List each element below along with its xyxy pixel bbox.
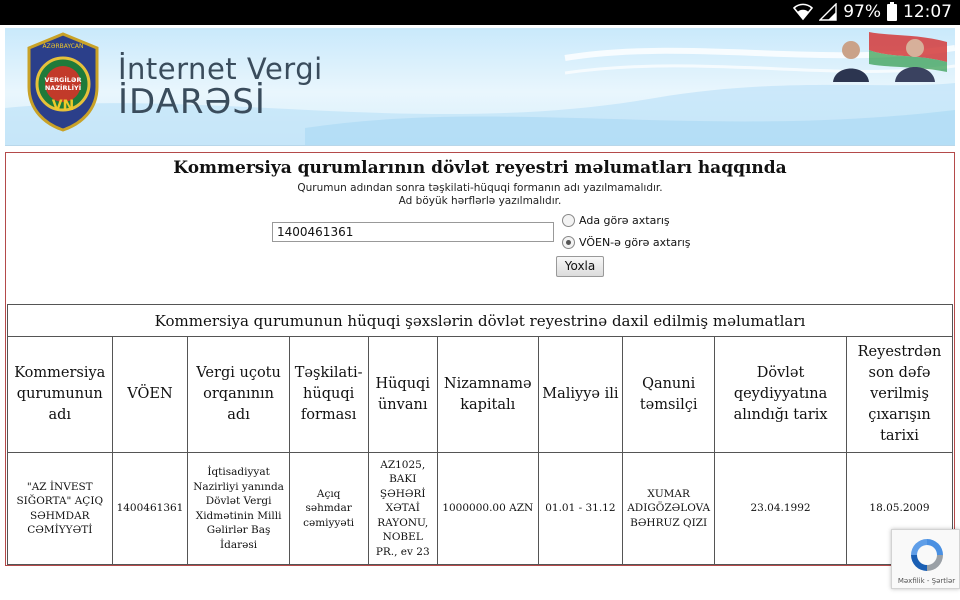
col-header-legal-form: Təşkilati-hüquqi forması	[289, 337, 368, 453]
logo-text-top: AZƏRBAYCAN	[42, 43, 84, 50]
radio-search-by-name[interactable]	[562, 214, 670, 227]
registry-search-panel	[5, 152, 955, 566]
col-header-charter-capital: Nizamnamə kapitalı	[437, 337, 538, 453]
cell-legal-address: AZ1025, BAKI ŞƏHƏRİ XƏTAİ RAYONU, NOBEL PR., ev 23	[368, 453, 437, 565]
site-title-line2: İDARƏSİ	[118, 82, 266, 122]
ministry-logo	[23, 32, 103, 132]
wifi-icon	[793, 3, 813, 21]
recaptcha-links[interactable]: Məxfilik - Şərtlər	[897, 577, 956, 585]
col-header-registration-date: Dövlət qeydiyyatına alındığı tarix	[715, 337, 847, 453]
cell-voen: 1400461361	[112, 453, 188, 565]
cell-fiscal-year: 01.01 - 31.12	[538, 453, 623, 565]
instruction-note-2: Ad böyük hərflərlə yazılmalıdır.	[398, 195, 562, 207]
results-caption: Kommersiya qurumunun hüquqi şəxslərin dövlət reyestrinə daxil edilmiş məlumatları	[8, 305, 953, 337]
cell-legal-form: Açıq səhmdar cəmiyyəti	[289, 453, 368, 565]
recaptcha-icon	[908, 536, 946, 574]
col-header-representative: Qanuni təmsilçi	[623, 337, 715, 453]
logo-text-line1: VERGİLƏR	[44, 76, 82, 84]
col-header-tax-authority: Vergi uçotu orqanının adı	[188, 337, 289, 453]
col-header-company-name: Kommersiya qurumunun adı	[8, 337, 113, 453]
signal-icon	[819, 3, 837, 21]
instruction-note-1: Qurumun adından sonra təşkilati-hüquqi formanın adı yazılmamalıdır.	[297, 182, 663, 194]
col-header-fiscal-year: Maliyyə ili	[538, 337, 623, 453]
col-header-legal-address: Hüquqi ünvanı	[368, 337, 437, 453]
logo-text-line2: NAZİRLİYİ	[44, 84, 82, 92]
radio-name-label: Ada görə axtarış	[579, 214, 670, 227]
cell-last-extract-date: 18.05.2009	[846, 453, 952, 565]
cell-charter-capital: 1000000.00 AZN	[437, 453, 538, 565]
cell-representative: XUMAR ADIGÖZƏLOVA BƏHRUZ QIZI	[623, 453, 715, 565]
page-title: Kommersiya qurumlarının dövlət reyestri məlumatları haqqında	[173, 158, 787, 178]
battery-percent: 97%	[843, 2, 881, 22]
check-button[interactable]: Yoxla	[556, 256, 604, 277]
status-icons	[793, 2, 952, 22]
site-title-line1: İnternet Vergi	[118, 52, 323, 86]
col-header-last-extract-date: Reyestrdən son dəfə verilmiş çıxarışın tarixi	[846, 337, 952, 453]
results-table	[7, 304, 953, 565]
logo-monogram: VN	[51, 98, 75, 114]
search-input[interactable]	[272, 222, 554, 242]
col-header-voen: VÖEN	[112, 337, 188, 453]
cell-company-name: "AZ İNVEST SIĞORTA" AÇIQ SƏHMDAR CƏMİYYƏTİ	[8, 453, 113, 565]
table-header-row	[8, 337, 953, 453]
cell-registration-date: 23.04.1992	[715, 453, 847, 565]
officials-photo	[829, 32, 947, 82]
clock: 12:07	[903, 2, 952, 22]
recaptcha-badge[interactable]	[891, 529, 960, 589]
radio-name-button[interactable]	[562, 214, 575, 227]
battery-icon	[887, 4, 897, 21]
cell-tax-authority: İqtisadiyyat Nazirliyi yanında Dövlət Vergi Xidmətinin Milli Gəlirlər Baş İdarəsi	[188, 453, 289, 565]
site-header	[5, 28, 955, 146]
table-row	[8, 453, 953, 565]
radio-voen-button[interactable]	[562, 236, 575, 249]
radio-voen-label: VÖEN-ə görə axtarış	[579, 236, 691, 249]
status-bar	[0, 0, 960, 25]
radio-search-by-voen[interactable]	[562, 236, 691, 249]
